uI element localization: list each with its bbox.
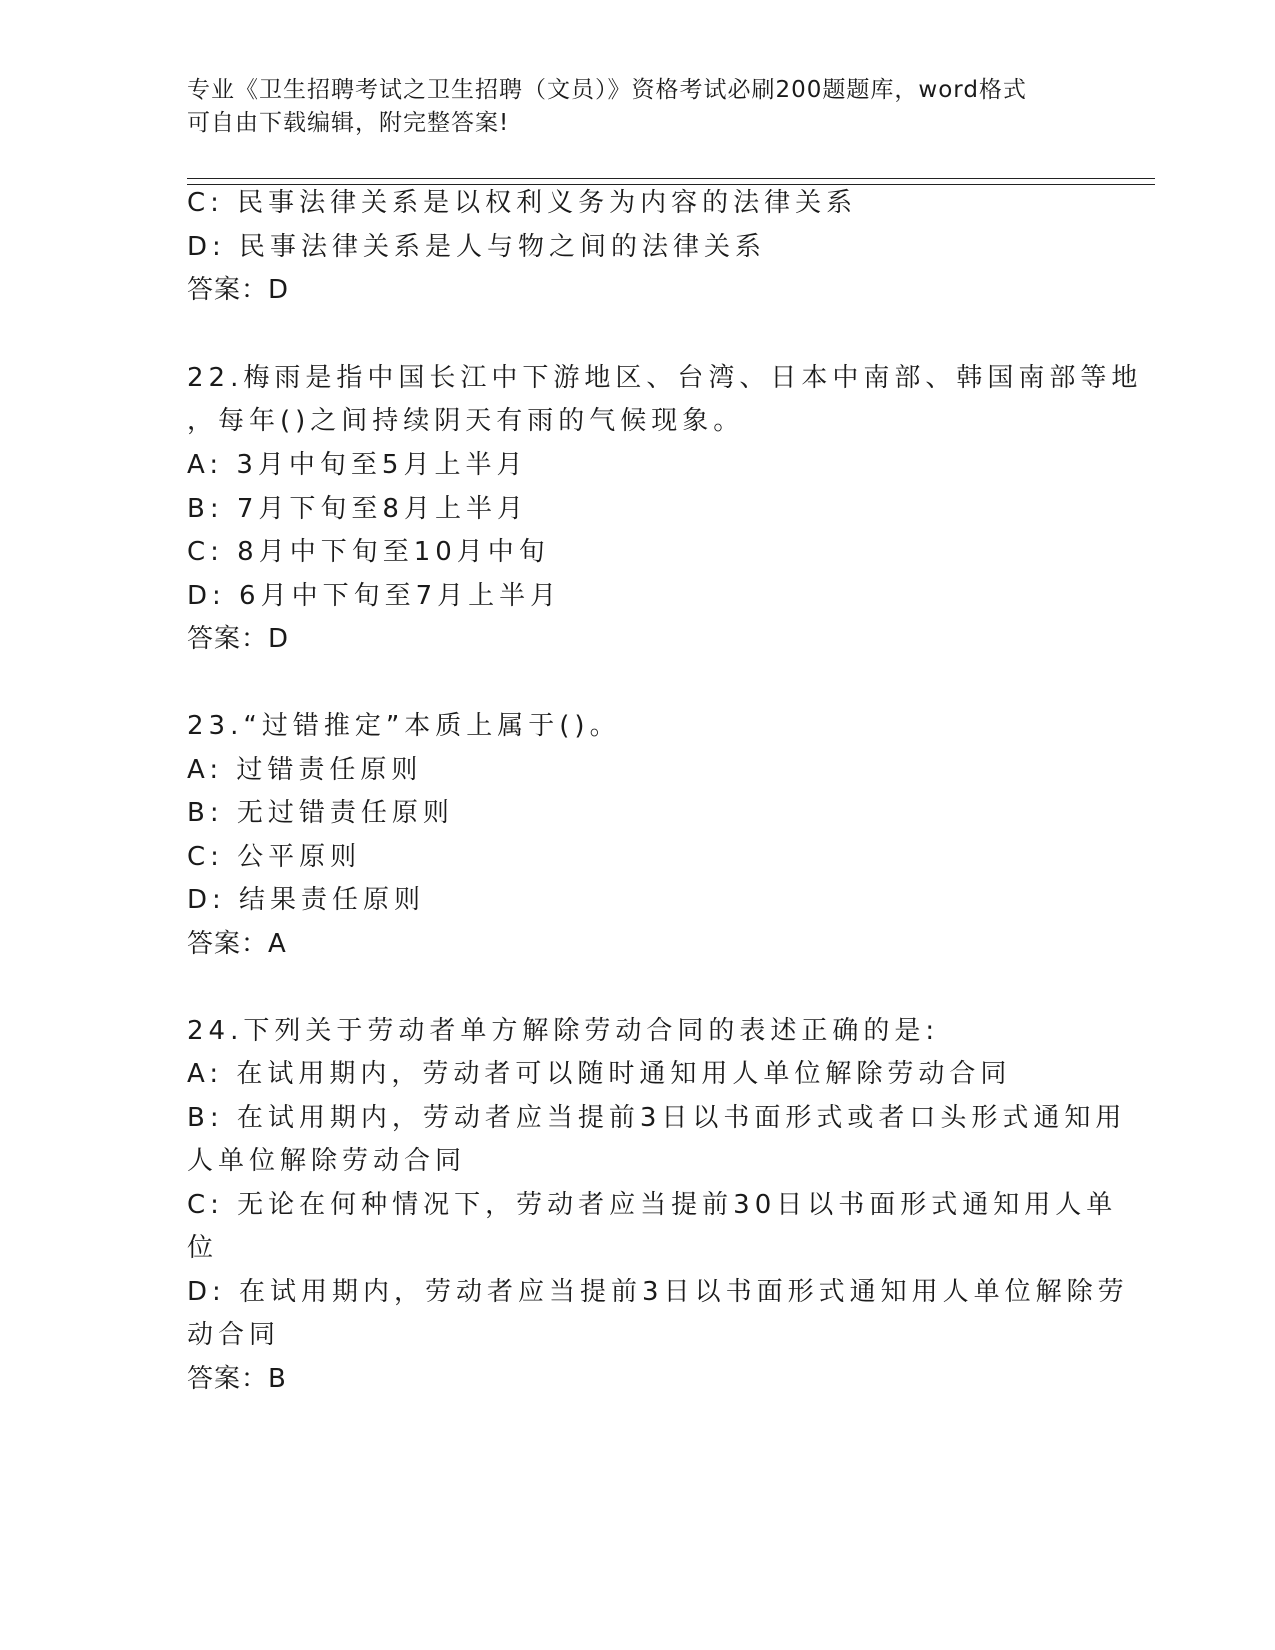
q23-option-b: B: 无过错责任原则 [187, 798, 454, 828]
header-divider-top [187, 178, 1155, 179]
header-divider-bottom [187, 184, 1155, 185]
q24-option-c-line1: C: 无论在何种情况下，劳动者应当提前30日以书面形式通知用人单 [187, 1190, 1118, 1220]
q22-stem-line2: ，每年()之间持续阴天有雨的气候现象。 [187, 406, 745, 436]
q22-option-d: D: 6月中下旬至7月上半月 [187, 581, 562, 611]
q23-option-a: A: 过错责任原则 [187, 755, 423, 785]
q24-option-c-line2: 位 [187, 1233, 219, 1263]
q22-option-a: A: 3月中旬至5月上半月 [187, 450, 528, 480]
q24-option-a: A: 在试用期内，劳动者可以随时通知用人单位解除劳动合同 [187, 1059, 1012, 1089]
prev-answer: 答案：D [187, 275, 290, 305]
q24-option-b-line1: B: 在试用期内，劳动者应当提前3日以书面形式或者口头形式通知用 [187, 1103, 1127, 1133]
header-title-line2: 可自由下载编辑，附完整答案! [187, 110, 510, 136]
q22-option-b: B: 7月下旬至8月上半月 [187, 494, 528, 524]
q23-option-c: C: 公平原则 [187, 842, 362, 872]
q23-answer: 答案：A [187, 929, 287, 959]
q22-answer: 答案：D [187, 624, 290, 654]
prev-option-d: D: 民事法律关系是人与物之间的法律关系 [187, 232, 767, 262]
q22-stem-line1: 22.梅雨是指中国长江中下游地区、台湾、日本中南部、韩国南部等地 [187, 363, 1143, 393]
q23-stem: 23.“过错推定”本质上属于()。 [187, 711, 621, 741]
q22-option-c: C: 8月中下旬至10月中旬 [187, 537, 550, 567]
q24-option-b-line2: 人单位解除劳动合同 [187, 1146, 467, 1176]
header-title-line1: 专业《卫生招聘考试之卫生招聘（文员）》资格考试必刷200题题库，word格式 [187, 77, 1027, 103]
q24-option-d-line2: 动合同 [187, 1320, 281, 1350]
q24-stem: 24.下列关于劳动者单方解除劳动合同的表述正确的是: [187, 1016, 940, 1046]
prev-option-c: C: 民事法律关系是以权利义务为内容的法律关系 [187, 188, 858, 218]
q24-answer: 答案：B [187, 1364, 287, 1394]
q23-option-d: D: 结果责任原则 [187, 885, 426, 915]
q24-option-d-line1: D: 在试用期内，劳动者应当提前3日以书面形式通知用人单位解除劳 [187, 1277, 1129, 1307]
document-header [187, 74, 1067, 140]
